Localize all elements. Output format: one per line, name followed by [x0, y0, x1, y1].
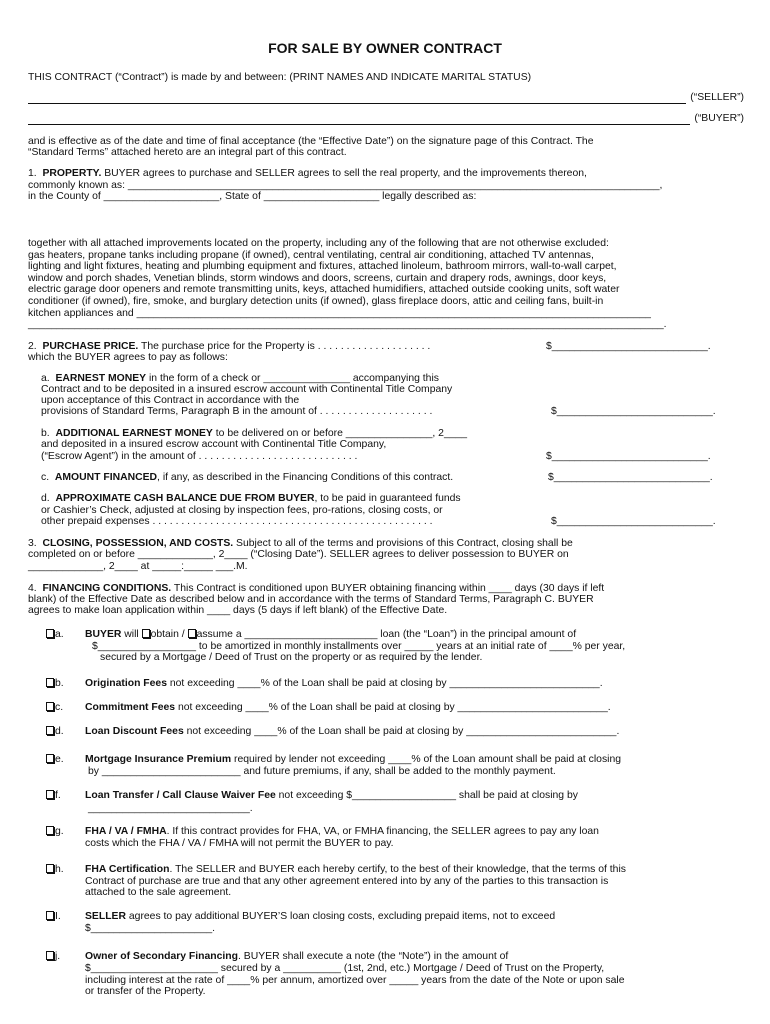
assume-option: assume a _______________________ loan (the “Loan”) in the principal amount of	[196, 629, 577, 640]
secondary-financing-heading: Owner of Secondary Financing	[85, 951, 238, 962]
loan-discount-text: not exceeding ____% of the Loan shall be paid at closing by __________________________.	[183, 726, 620, 737]
item-g-line-2: costs which the FHA / VA / FMHA will not permit the BUYER to pay.	[85, 838, 394, 849]
item-label: e.	[55, 754, 64, 765]
improvements-paragraph	[28, 238, 744, 331]
mortgage-insurance-heading: Mortgage Insurance Premium	[85, 754, 232, 765]
item-a-line-3: secured by a Mortgage / Deed of Trust on the property or as required by the lender.	[100, 652, 483, 663]
earnest-money-line-2: Contract and to be deposited in a insured escrow account with Continental Title Company	[41, 384, 453, 395]
effective-line-1: and is effective as of the date and time of final acceptance (the “Effective Date”) on the signature page of this Contract. The	[28, 136, 594, 147]
item-a-line-2[interactable]: $_________________ to be amortized in monthly installments over _____ years at an initial rate of ____% per year,	[92, 641, 626, 652]
item-i-line-1	[85, 911, 555, 923]
item-h-line-2: Contract of purchase are true and that any other agreement entered into by any of the parties to this transaction is	[85, 876, 609, 887]
cash-balance-heading: APPROXIMATE CASH BALANCE DUE FROM BUYER	[55, 493, 315, 504]
earnest-money-line-3: upon acceptance of this Contract in accordance with the	[41, 395, 300, 406]
commitment-fees-text: not exceeding ____% of the Loan shall be paid at closing by __________________________.	[175, 702, 611, 713]
property-heading: PROPERTY.	[42, 168, 102, 179]
amount-financed-amount[interactable]: $___________________________.	[548, 472, 713, 483]
amount-financed-heading: AMOUNT FINANCED	[54, 472, 158, 483]
seller-tag: (“SELLER”)	[690, 92, 744, 103]
property-text: BUYER agrees to purchase and SELLER agrees to sell the real property, and the improvements thereon,	[101, 168, 587, 179]
improvements-line: together with all attached improvements located on the property, including any of the following that are not otherwise excluded:	[28, 238, 609, 249]
cash-balance-line-1	[41, 493, 757, 505]
item-j-line-2[interactable]: $______________________ secured by a __________ (1st, 2nd, etc.) Mortgage / Deed of Trust on the Property,	[85, 963, 605, 974]
purchase-price-amount[interactable]: $___________________________.	[546, 341, 711, 352]
item-e-line-1	[85, 754, 621, 766]
item-label: c.	[41, 472, 50, 483]
item-h-checkbox-group[interactable]	[46, 864, 64, 876]
improvements-line: electric garage door openers and remote transmitting units, keys, attached humidifiers, attached outside cooking units, soft water	[28, 284, 620, 296]
additional-earnest-line-1	[41, 428, 757, 440]
checkbox-icon[interactable]	[46, 678, 54, 687]
closing-heading: CLOSING, POSSESSION, AND COSTS.	[42, 538, 234, 549]
closing-line-2[interactable]: completed on or before _____________, 2____ (“Closing Date”). SELLER agrees to deliver possession to BUYER on	[28, 549, 569, 560]
cash-balance-line-3: other prepaid expenses . . . . . . . . . . . . . . . . . . . . . . . . . . . . . . . . . . . . . . . . . . . . . . . . .	[41, 516, 433, 527]
item-h-line-1	[85, 864, 626, 876]
checkbox-icon[interactable]	[46, 726, 54, 735]
effective-line-2: “Standard Terms” attached hereto are an integral part of this contract.	[28, 147, 347, 158]
additional-earnest-line-3: (“Escrow Agent”) in the amount of . . . . . . . . . . . . . . . . . . . . . . . . . . . .	[41, 451, 358, 462]
earnest-money-text: in the form of a check or _______________ accompanying this	[146, 373, 439, 384]
item-d-checkbox-group[interactable]	[46, 726, 64, 738]
item-label: a.	[55, 629, 64, 640]
item-c-line	[85, 702, 611, 714]
buyer-tag: (“BUYER”)	[694, 113, 744, 124]
item-f-checkbox-group[interactable]	[46, 790, 61, 802]
section-number: 3.	[28, 538, 37, 549]
obtain-option: obtain /	[150, 629, 188, 640]
page-title: FOR SALE BY OWNER CONTRACT	[268, 40, 502, 56]
purchase-price-heading: PURCHASE PRICE.	[42, 341, 139, 352]
loan-discount-heading: Loan Discount Fees	[85, 726, 184, 737]
secondary-financing-text: . BUYER shall execute a note (the “Note”) in the amount of	[238, 951, 509, 962]
mortgage-insurance-text: required by lender not exceeding ____% of the Loan amount shall be paid at closing	[231, 754, 622, 765]
item-b-line	[85, 678, 603, 690]
item-label: d.	[41, 493, 50, 504]
financing-line-2: blank) of the Effective Date as described below and in accordance with the terms of Standard Terms, Paragraph C. BUYER	[28, 594, 594, 605]
fha-certification-text: . The SELLER and BUYER each hereby certify, to the best of their knowledge, that the terms of this	[169, 864, 626, 875]
additional-earnest-line-2: and deposited in a insured escrow account with Continental Title Company,	[41, 439, 387, 450]
checkbox-icon[interactable]	[46, 629, 54, 638]
improvements-line: window and porch shades, Venetian blinds, storm windows and doors, screens, curtain and drapery rods, awnings, door keys,	[28, 272, 607, 284]
earnest-money-line-4: provisions of Standard Terms, Paragraph B in the amount of . . . . . . . . . . . . . . . . . . . .	[41, 406, 433, 417]
loan-transfer-heading: Loan Transfer / Call Clause Waiver Fee	[85, 790, 276, 801]
earnest-money-amount[interactable]: $___________________________.	[551, 406, 716, 417]
item-label: c.	[55, 702, 64, 713]
item-label: I.	[55, 911, 61, 922]
item-label: d.	[55, 726, 64, 737]
improvements-line[interactable]: ______________________________________________________________________________________________________________.	[28, 319, 667, 331]
checkbox-icon[interactable]	[46, 790, 54, 799]
item-g-line-1	[85, 826, 599, 838]
earnest-money-heading: EARNEST MONEY	[55, 373, 147, 384]
fha-va-fmha-text: . If this contract provides for FHA, VA, or FMHA financing, the SELLER agrees to pay any loan	[166, 826, 599, 837]
seller-name-line[interactable]	[28, 92, 744, 104]
item-h-line-3: attached to the sale agreement.	[85, 887, 232, 898]
item-a-will: will	[121, 629, 142, 640]
seller-costs-heading: SELLER	[85, 911, 126, 922]
earnest-money-line-1	[41, 373, 757, 385]
buyer-name-line[interactable]	[28, 113, 744, 125]
item-label: b.	[41, 428, 50, 439]
fha-certification-heading: FHA Certification	[85, 864, 170, 875]
fha-va-fmha-heading: FHA / VA / FMHA	[85, 826, 167, 837]
closing-line-1	[28, 538, 744, 550]
item-label: b.	[55, 678, 64, 689]
property-address-line[interactable]: commonly known as: ____________________________________________________________________________________________,	[28, 180, 663, 191]
loan-transfer-text: not exceeding $__________________ shall be paid at closing by	[275, 790, 578, 801]
section-number: 1.	[28, 168, 37, 179]
improvements-line: gas heaters, propane tanks including propane (if owned), central ventilating, central air conditioning, attached TV antennas,	[28, 249, 594, 261]
closing-text: Subject to all of the terms and provisions of this Contract, closing shall be	[233, 538, 573, 549]
item-label: j.	[55, 951, 61, 962]
additional-earnest-heading: ADDITIONAL EARNEST MONEY	[55, 428, 213, 439]
item-f-line-1	[85, 790, 578, 802]
item-g-checkbox-group[interactable]	[46, 826, 64, 838]
cash-balance-text: , to be paid in guaranteed funds	[314, 493, 461, 504]
item-label: a.	[41, 373, 50, 384]
checkbox-icon[interactable]	[46, 702, 54, 711]
buyer-name-blank[interactable]	[28, 115, 690, 125]
improvements-line[interactable]: kitchen appliances and _________________________________________________________________________________________	[28, 307, 651, 319]
item-i-line-2[interactable]: $_____________________.	[85, 923, 216, 934]
financing-heading: FINANCING CONDITIONS.	[42, 583, 172, 594]
intro-text: THIS CONTRACT (“Contract”) is made by and between: (PRINT NAMES AND INDICATE MARITAL STATUS)	[28, 72, 532, 83]
item-j-line-4: or transfer of the Property.	[85, 986, 206, 997]
improvements-line: lighting and light fixtures, heating and plumbing equipment and fixtures, attached linoleum, bathroom mirrors, wall-to-wall carpet,	[28, 261, 617, 273]
section-number: 2.	[28, 341, 37, 352]
financing-text: This Contract is conditioned upon BUYER obtaining financing within ____ days (30 days if left	[171, 583, 605, 594]
property-section-line-1	[28, 168, 744, 180]
checkbox-icon[interactable]	[46, 754, 54, 763]
item-f-line-2[interactable]: ____________________________.	[88, 803, 253, 814]
checkbox-icon[interactable]	[46, 911, 54, 920]
item-j-line-3[interactable]: including interest at the rate of ____% per annum, amortized over _____ years from the date of the Note or upon sale	[85, 975, 625, 986]
item-j-checkbox-group[interactable]	[46, 951, 60, 963]
improvements-line: conditioner (if owned), fire, smoke, and burglary detection units (if owned), glass fireplace doors, attic and ceiling fans, built-in	[28, 295, 604, 307]
assume-checkbox-icon[interactable]	[188, 629, 196, 638]
cash-balance-amount[interactable]: $___________________________.	[551, 516, 716, 527]
item-a-checkbox-group[interactable]	[46, 629, 64, 641]
origination-fees-heading: Origination Fees	[85, 678, 167, 689]
item-a-line-1	[85, 629, 576, 641]
item-label: g.	[55, 826, 64, 837]
item-e-line-2[interactable]: by ________________________ and future premiums, if any, shall be added to the monthly payment.	[88, 766, 556, 777]
amount-financed-text: , if any, as described in the Financing Conditions of this contract.	[157, 472, 454, 483]
seller-costs-text: agrees to pay additional BUYER’S loan closing costs, excluding prepaid items, not to exceed	[126, 911, 556, 922]
checkbox-icon[interactable]	[46, 826, 54, 835]
purchase-price-text: The purchase price for the Property is . . . . . . . . . . . . . . . . . . . .	[138, 341, 431, 352]
checkbox-icon[interactable]	[46, 951, 54, 960]
property-county-line[interactable]: in the County of ____________________, State of ____________________ legally described as:	[28, 191, 477, 202]
item-j-line-1	[85, 951, 508, 963]
item-label: h.	[55, 864, 64, 875]
additional-earnest-text: to be delivered on or before _______________, 2____	[212, 428, 468, 439]
buyer-heading: BUYER	[85, 629, 122, 640]
checkbox-icon[interactable]	[46, 864, 54, 873]
seller-name-blank[interactable]	[28, 94, 686, 104]
item-e-checkbox-group[interactable]	[46, 754, 64, 766]
item-label: f.	[55, 790, 61, 801]
item-c-checkbox-group[interactable]	[46, 702, 63, 714]
item-b-checkbox-group[interactable]	[46, 678, 64, 690]
financing-line-1	[28, 583, 744, 595]
commitment-fees-heading: Commitment Fees	[85, 702, 176, 713]
cash-balance-line-2: or Cashier’s Check, adjusted at closing by inspection fees, pro-rations, closing costs, or	[41, 505, 443, 516]
additional-earnest-amount[interactable]: $___________________________.	[546, 451, 711, 462]
obtain-checkbox-icon[interactable]	[142, 629, 150, 638]
item-d-line	[85, 726, 619, 738]
item-i-checkbox-group[interactable]	[46, 911, 61, 923]
section-number: 4.	[28, 583, 37, 594]
origination-fees-text: not exceeding ____% of the Loan shall be paid at closing by __________________________.	[166, 678, 603, 689]
financing-line-3: agrees to make loan application within ____ days (5 days if left blank) of the Effective Date.	[28, 605, 448, 616]
purchase-price-line-2: which the BUYER agrees to pay as follows:	[28, 352, 228, 363]
closing-line-3[interactable]: _____________, 2____ at _____:_____ ___.M.	[28, 561, 248, 572]
